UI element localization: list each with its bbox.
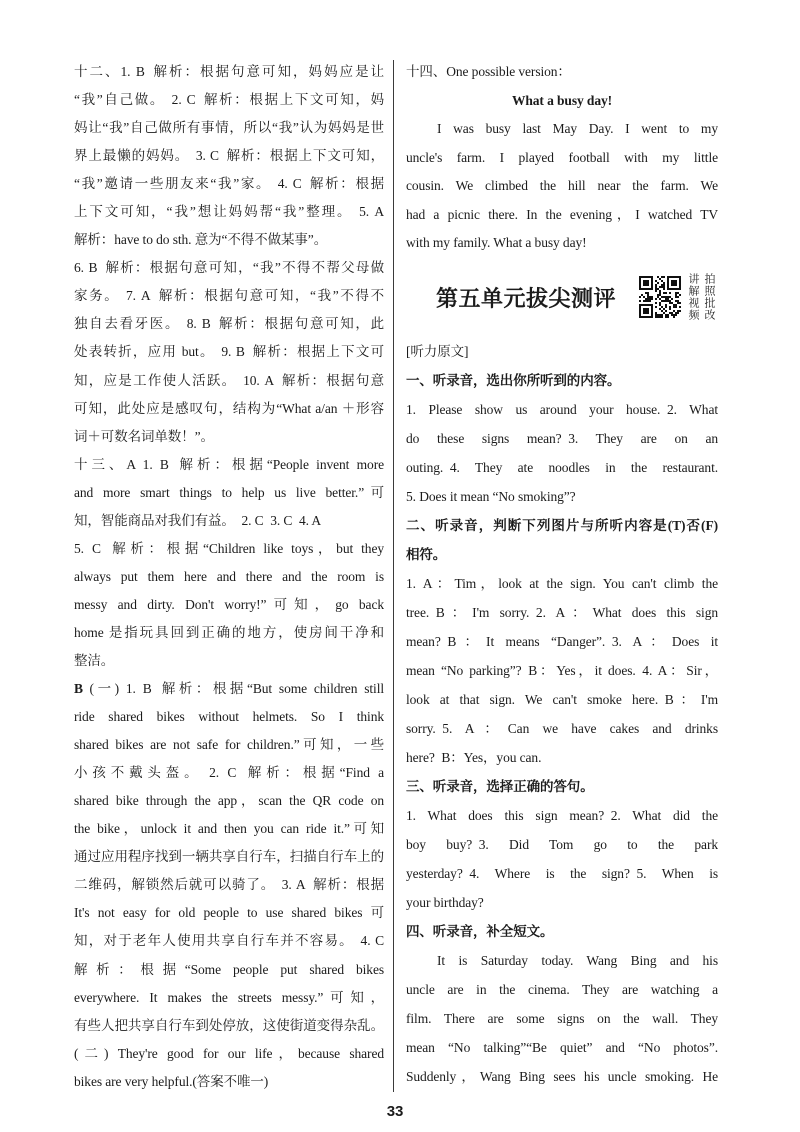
answer-key-line: 独自去看牙医。 8. B 解析：根据句意可知，此 — [74, 316, 384, 332]
section-heading: 四、听录音，补全短文。 — [406, 924, 554, 940]
qr-module — [671, 302, 673, 304]
qr-module — [667, 300, 669, 302]
answer-key-line: 妈让“我”自己做所有事情，所以“我”认为妈妈是世 — [74, 120, 384, 136]
qr-module — [661, 300, 663, 302]
qr-module — [649, 300, 651, 302]
qr-module — [655, 314, 657, 316]
qr-module — [655, 288, 657, 290]
qr-finder — [643, 308, 649, 314]
qr-module — [659, 302, 661, 304]
qr-module — [655, 280, 657, 282]
qr-module — [655, 312, 657, 314]
answer-key-line: 十二、1. B 解析：根据句意可知，妈妈应是让 — [74, 64, 384, 79]
qr-module — [647, 292, 649, 294]
qr-module — [639, 300, 641, 302]
listening-script-line: uncle are in the cinema. They are watching a — [406, 982, 718, 998]
essay-title: What a busy day! — [511, 92, 613, 108]
answer-key-line: everywhere. It makes the streets messy.”可知， — [74, 989, 384, 1005]
qr-module — [665, 314, 667, 316]
qr-module — [679, 294, 681, 296]
answer-key-line: the bike，unlock it and then you can ride it.”可知 — [74, 821, 384, 837]
listening-script-line: mean “No talking”“Be quiet” and “No photos”. — [406, 1040, 718, 1056]
qr-module — [679, 302, 681, 304]
listening-script-line: boy buy? 3. Did Tom go to the park — [406, 837, 718, 853]
qr-module — [657, 288, 659, 290]
qr-module — [675, 300, 677, 302]
qr-module — [645, 300, 647, 302]
listening-script-line: 1. A：Tim，look at the sign. You can't climb the — [406, 575, 718, 591]
listening-script-line: sorry. 5. A：Can we have cakes and drinks — [406, 720, 718, 736]
qr-module — [647, 300, 649, 302]
answer-key-line: 解析：根据“Some people put shared bikes — [74, 961, 384, 977]
part-label: B — [74, 681, 83, 697]
qr-module — [675, 312, 677, 314]
qr-module — [643, 300, 645, 302]
qr-module — [663, 276, 665, 278]
qr-module — [677, 296, 679, 298]
answer-key-line: 二维码，解锁然后就可以骑了。 3. A 解析：根据 — [74, 877, 384, 893]
answer-key-line: bikes are very helpful.(答案不唯一) — [74, 1073, 269, 1089]
qr-module — [671, 312, 673, 314]
qr-module — [649, 296, 651, 298]
listening-script-line: It is Saturday today. Wang Bing and his — [437, 953, 718, 969]
qr-module — [661, 280, 663, 282]
listening-script-line: do these signs mean? 3. They are on an — [406, 430, 718, 446]
listening-script-line: here? B：Yes，you can. — [406, 749, 542, 765]
qr-module — [669, 292, 671, 294]
qr-module — [663, 284, 665, 286]
qr-label: 拍照批改 — [703, 273, 716, 321]
qr-module — [643, 296, 645, 298]
qr-module — [663, 300, 665, 302]
answer-key-line: home 是指玩具回到正确的地方，使房间干净和 — [74, 624, 384, 640]
qr-module — [663, 312, 665, 314]
qr-module — [667, 314, 669, 316]
essay-line: had a picnic there. In the evening，I watched TV — [406, 206, 718, 222]
qr-module — [655, 316, 657, 318]
qr-module — [667, 298, 669, 300]
qr-module — [657, 294, 659, 296]
qr-module — [663, 286, 665, 288]
qr-module — [679, 310, 681, 312]
qr-module — [675, 292, 677, 294]
qr-module — [669, 306, 671, 308]
answer-key-line: 有些人把共享自行车到处停放，这使街道变得杂乱。 — [74, 1017, 384, 1033]
listening-script-line: outing. 4. They ate noodles in the restaurant. — [406, 459, 718, 475]
qr-module — [659, 314, 661, 316]
answer-key-line: 小孩不戴头盔。 2. C 解析：根据“Find a — [74, 765, 384, 781]
qr-module — [663, 282, 665, 284]
essay-line: with my family. What a busy day! — [406, 235, 587, 250]
essay-intro: 十四、One possible version： — [406, 64, 571, 79]
qr-module — [663, 288, 665, 290]
answer-key-line: always put them here and there and the room is — [74, 568, 384, 584]
listening-script-line: look at that sign. We can't smoke here. B：I'm — [406, 691, 718, 707]
answer-key-line: and more smart things to help us live better.”可 — [74, 484, 384, 500]
essay-line: cousin. We climbed the hill near the farm. We — [406, 178, 718, 193]
right-column-listening — [406, 337, 718, 1092]
qr-module — [665, 306, 667, 308]
section-heading: 二、听录音，判断下列图片与所听内容是(T)否(F) — [406, 517, 718, 533]
qr-module — [659, 294, 661, 296]
listening-script-line: mean “No parking”? B：Yes，it does. 4. A：Sir， — [406, 662, 718, 678]
qr-module — [647, 296, 649, 298]
answer-key-line: 可知，此处应是感叹句，结构为“What a/an ＋形容 — [74, 400, 384, 416]
qr-module — [659, 278, 661, 280]
qr-module — [675, 306, 677, 308]
qr-module — [655, 284, 657, 286]
qr-module — [665, 298, 667, 300]
qr-module — [659, 298, 661, 300]
qr-module — [661, 286, 663, 288]
listening-script-label: [听力原文] — [406, 343, 469, 359]
qr-module — [665, 316, 667, 318]
essay-line: I was busy last May Day. I went to my — [437, 121, 718, 136]
qr-module — [673, 314, 675, 316]
qr-module — [645, 292, 647, 294]
qr-module — [669, 296, 671, 298]
qr-finder — [671, 280, 677, 286]
answer-key-line: 词＋可数名词单数！”。 — [74, 428, 214, 444]
qr-module — [669, 302, 671, 304]
qr-module — [659, 292, 661, 294]
essay-line: uncle's farm. I played football with my little — [406, 149, 718, 165]
qr-module — [663, 296, 665, 298]
answer-key-line: 知，对于老年人使用共享自行车并不容易。 4. C — [74, 933, 384, 949]
section-heading: 三、听录音，选择正确的答句。 — [406, 778, 594, 794]
qr-module — [657, 296, 659, 298]
answer-key-line: 上下文可知，“我”想让妈妈帮“我”整理。 5. A — [74, 204, 384, 220]
qr-finder — [643, 280, 649, 286]
qr-module — [669, 312, 671, 314]
qr-module — [657, 282, 659, 284]
qr-module — [645, 298, 647, 300]
qr-module — [675, 304, 677, 306]
answer-key-line: shared bikes are not safe for children.”可知，一些 — [74, 737, 384, 753]
qr-module — [661, 310, 663, 312]
left-column — [74, 58, 384, 1096]
listening-script-line: mean? B：It means “Danger”. 3. A：Does it — [406, 633, 718, 649]
answer-key-line: It's not easy for old people to use shared bikes 可 — [74, 905, 384, 921]
section-heading: 一、听录音，选出你所听到的内容。 — [406, 372, 621, 388]
answer-key-line: (二) They're good for our life，because shared — [74, 1045, 384, 1061]
answer-key-line: shared bike through the app，scan the QR code on — [74, 793, 384, 809]
listening-script-line: tree. B：I'm sorry. 2. A：What does this sign — [406, 604, 718, 620]
answer-key-line: 解析：have to do sth. 意为“不得不做某事”。 — [74, 232, 328, 248]
listening-script-line: 1. Please show us around your house. 2. What — [406, 401, 718, 417]
listening-script-line: film. There are some signs on the wall. They — [406, 1011, 718, 1027]
answer-key-line — [74, 675, 384, 703]
qr-module — [667, 296, 669, 298]
qr-module — [673, 310, 675, 312]
qr-label: 讲解视频 — [687, 273, 700, 321]
qr-module — [657, 276, 659, 278]
qr-module — [673, 304, 675, 306]
qr-module — [679, 306, 681, 308]
qr-module — [655, 286, 657, 288]
qr-module — [675, 314, 677, 316]
qr-module — [659, 316, 661, 318]
qr-module — [665, 300, 667, 302]
qr-module — [651, 296, 653, 298]
qr-module — [649, 298, 651, 300]
qr-module — [675, 294, 677, 296]
listening-script-line: Suddenly，Wang Bing sees his uncle smoking. He — [406, 1069, 718, 1085]
answer-key-line: 处表转折，应用 but。 9. B 解析：根据上下文可 — [74, 344, 384, 360]
qr-module — [677, 302, 679, 304]
page-number: 33 — [386, 1103, 404, 1120]
answer-key-line: 知，智能商品对我们有益。 2. C 3. C 4. A — [74, 512, 322, 528]
column-divider — [393, 60, 394, 1092]
qr-module — [673, 306, 675, 308]
qr-module — [677, 300, 679, 302]
answer-key-line: 知，应是工作使人活跃。 10. A 解析：根据句意 — [74, 372, 384, 388]
answer-key-line: 家务。 7. A 解析：根据句意可知，“我”不得不 — [74, 288, 384, 304]
qr-module — [639, 296, 641, 298]
qr-module — [661, 316, 663, 318]
listening-script-line: yesterday? 4. Where is the sign? 5. When is — [406, 866, 718, 882]
answer-key-line: ride shared bikes without helmets. So I think — [74, 709, 384, 725]
qr-module — [673, 316, 675, 318]
unit-heading: 第五单元拔尖测评 — [436, 287, 617, 312]
qr-module — [655, 298, 657, 300]
qr-labels — [687, 273, 716, 321]
qr-module — [657, 316, 659, 318]
qr-module — [651, 298, 653, 300]
qr-module — [661, 306, 663, 308]
section-heading: 相符。 — [406, 546, 447, 562]
qr-module — [661, 276, 663, 278]
qr-module — [671, 314, 673, 316]
qr-module — [665, 296, 667, 298]
qr-module — [665, 310, 667, 312]
qr-module — [659, 308, 661, 310]
qr-module — [655, 306, 657, 308]
qr-module — [663, 308, 665, 310]
qr-module — [659, 304, 661, 306]
answer-key-line: 5. C 解析：根据“Children like toys，but they — [74, 540, 384, 556]
qr-module — [661, 284, 663, 286]
qr-module — [655, 302, 657, 304]
qr-module — [655, 290, 657, 292]
qr-module — [661, 296, 663, 298]
right-column-essay — [406, 58, 718, 258]
qr-module — [665, 292, 667, 294]
qr-module — [641, 294, 643, 296]
qr-module — [659, 286, 661, 288]
answer-key-text: (一) 1. B 解析：根据“But some children still — [82, 681, 384, 697]
listening-script-line: your birthday? — [406, 895, 484, 911]
qr-module — [661, 314, 663, 316]
qr-module — [675, 296, 677, 298]
qr-module — [677, 292, 679, 294]
qr-module — [647, 294, 649, 296]
qr-code — [637, 272, 683, 322]
qr-module — [677, 310, 679, 312]
qr-module — [659, 290, 661, 292]
answer-key-line: 6. B 解析：根据句意可知，“我”不得不帮父母做 — [74, 260, 384, 276]
answer-key-line: 通过应用程序找到一辆共享自行车，扫描自行车上的 — [74, 849, 384, 865]
qr-module — [665, 304, 667, 306]
answer-key-line: messy and dirty. Don't worry!”可知，go back — [74, 596, 384, 612]
qr-module — [667, 316, 669, 318]
qr-module — [671, 298, 673, 300]
answer-key-line: 界上最懒的妈妈。 3. C 解析：根据上下文可知， — [74, 148, 384, 164]
answer-key-line: 十三、A 1. B 解析：根据“People invent more — [74, 456, 384, 472]
listening-script-line: 5. Does it mean “No smoking”? — [406, 488, 576, 504]
answer-key-line: 整洁。 — [74, 652, 115, 668]
answer-key-line: “我”邀请一些朋友来“我”家。 4. C 解析：根据 — [74, 176, 384, 192]
qr-module — [669, 308, 671, 310]
qr-module — [669, 300, 671, 302]
listening-script-line: 1. What does this sign mean? 2. What did the — [406, 808, 718, 823]
qr-module — [663, 292, 665, 294]
qr-module — [647, 298, 649, 300]
qr-module — [657, 314, 659, 316]
answer-key-line: “我”自己做。 2. C 解析：根据上下文可知，妈 — [74, 92, 384, 108]
qr-module — [677, 312, 679, 314]
